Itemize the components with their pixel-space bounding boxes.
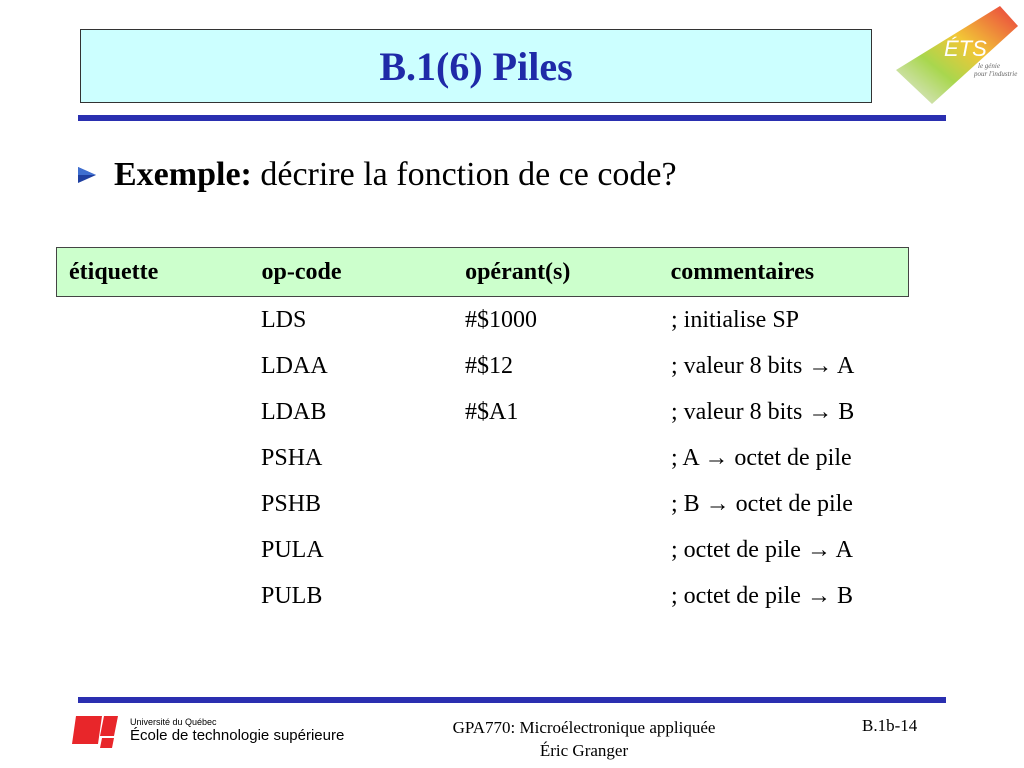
table-cell: PSHB <box>261 490 322 517</box>
ets-footer-logo-icon <box>72 712 122 748</box>
table-cell: ; octet de pile → A <box>671 536 853 563</box>
table-cell: ; valeur 8 bits → B <box>671 398 855 425</box>
table-cell: #$12 <box>465 352 513 379</box>
bullet-label: Exemple: <box>114 156 252 193</box>
table-row <box>56 343 909 389</box>
bottom-divider <box>78 697 946 703</box>
code-table <box>56 247 909 619</box>
table-cell: ; valeur 8 bits → A <box>671 352 855 379</box>
footer-org <box>130 717 344 744</box>
header-cell: op-code <box>261 258 342 285</box>
table-cell: PULA <box>261 536 324 563</box>
table-cell: ; B → octet de pile <box>671 490 853 517</box>
table-cell: ; initialise SP <box>671 306 800 333</box>
table-cell: LDS <box>261 306 307 333</box>
table-cell: ; octet de pile → B <box>671 582 853 609</box>
logo-tagline-1: le génie <box>978 62 1000 70</box>
top-divider <box>78 115 946 121</box>
table-cell: #$A1 <box>465 398 519 425</box>
logo-text: ÉTS <box>944 36 987 61</box>
table-row <box>56 481 909 527</box>
table-cell: PULB <box>261 582 323 609</box>
footer-course-info <box>400 716 768 762</box>
logo-tagline-2: pour l'industrie <box>974 70 1018 78</box>
table-cell: LDAB <box>261 398 327 425</box>
bullet-text <box>114 156 677 194</box>
table-cell: PSHA <box>261 444 323 471</box>
header-cell: opérant(s) <box>465 258 571 285</box>
footer-author: Éric Granger <box>539 741 629 760</box>
table-header <box>56 247 909 297</box>
footer-org-small: Université du Québec <box>130 716 217 727</box>
slide-title: B.1(6) Piles <box>379 43 573 89</box>
page-number: B.1b-14 <box>862 716 918 735</box>
footer-org-big: École de technologie supérieure <box>130 726 345 744</box>
table-row <box>56 297 909 343</box>
bullet-item <box>76 156 677 194</box>
table-cell: LDAA <box>261 352 328 379</box>
footer-logo <box>72 712 344 748</box>
ets-logo-icon <box>892 4 1022 108</box>
bullet-arrow-icon <box>76 164 98 186</box>
table-row <box>56 573 909 619</box>
table-cell: ; A → octet de pile <box>671 444 852 471</box>
header-cell: commentaires <box>670 258 815 285</box>
title-box <box>80 29 872 103</box>
header-cell: étiquette <box>69 258 159 285</box>
footer-course: GPA770: Microélectronique appliquée <box>452 718 716 737</box>
table-row <box>56 435 909 481</box>
table-row <box>56 527 909 573</box>
bullet-body: décrire la fonction de ce code? <box>251 156 677 193</box>
table-row <box>56 389 909 435</box>
table-cell: #$1000 <box>465 306 537 333</box>
